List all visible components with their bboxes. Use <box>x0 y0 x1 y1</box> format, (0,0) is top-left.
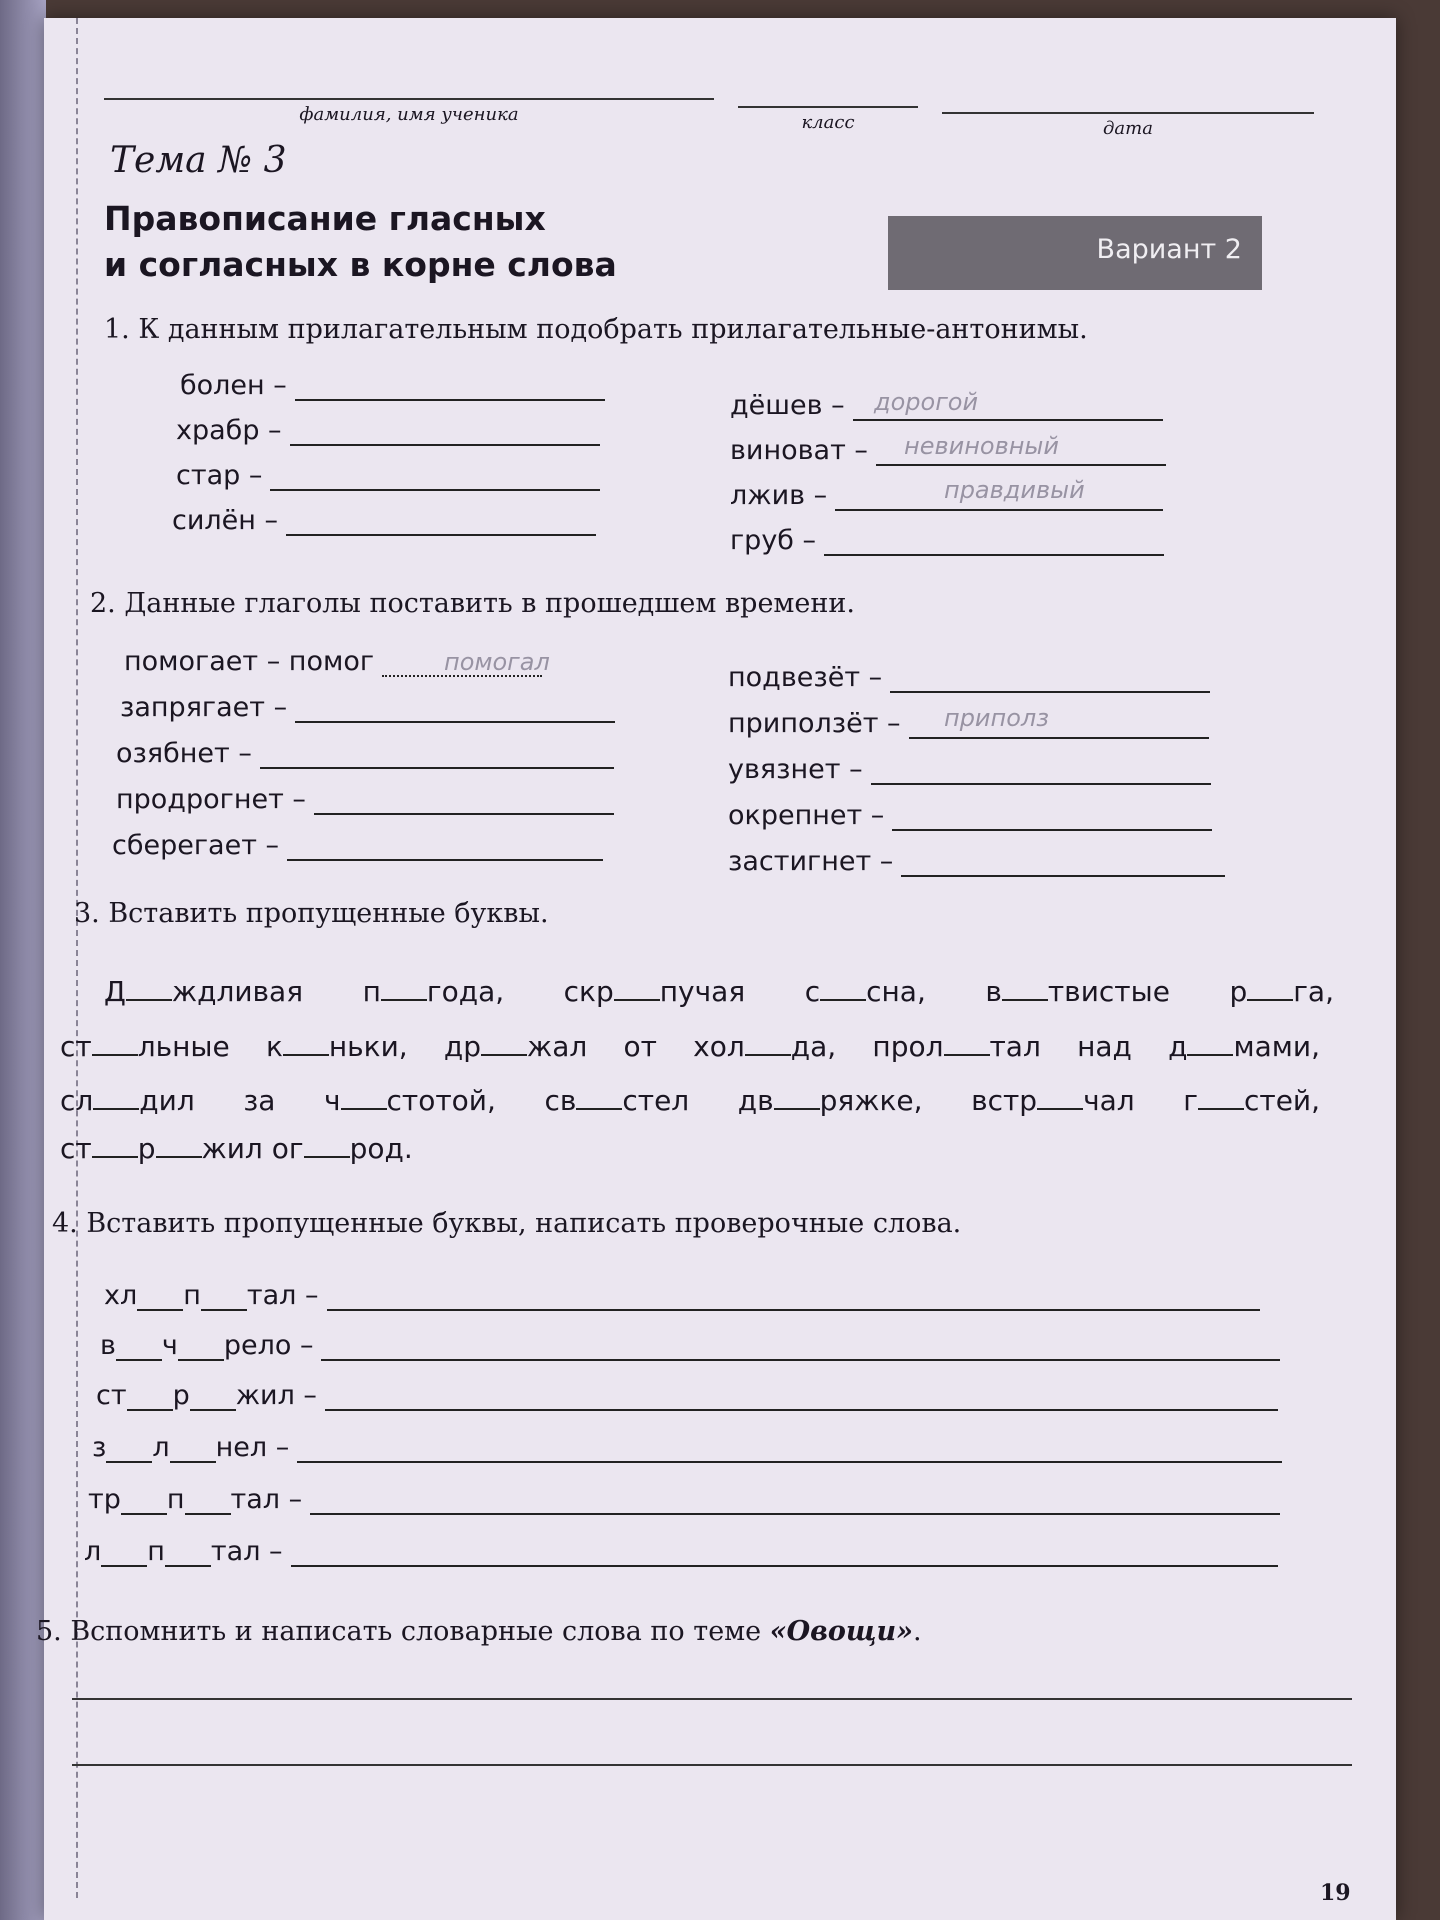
task1-heading: 1. К данным прилагательным подобрать прилагательные-антонимы. <box>104 314 1088 345</box>
answer-line[interactable] <box>314 785 614 815</box>
handwritten-answer: невиновный <box>904 432 1059 460</box>
task3-line: ст льные к ньки, др жал от хол да, прол тал над д мами, <box>60 1030 1320 1063</box>
letter-gap[interactable] <box>304 1130 350 1158</box>
letter-gap[interactable] <box>170 1435 216 1463</box>
letter-gap[interactable] <box>92 1130 138 1158</box>
letter-gap[interactable] <box>774 1082 820 1110</box>
letter-gap[interactable] <box>93 1082 139 1110</box>
class-field[interactable]: класс <box>738 106 918 133</box>
task2-item: увязнет – <box>728 754 1211 785</box>
answer-line[interactable] <box>291 1537 1278 1567</box>
letter-gap[interactable] <box>283 1028 329 1056</box>
letter-gap[interactable] <box>121 1487 167 1515</box>
letter-gap[interactable] <box>1002 973 1048 1001</box>
answer-line[interactable] <box>871 755 1211 785</box>
task3-line: сл дил за ч стотой, св стел дв ряжке, встр чал г стей, <box>60 1084 1321 1117</box>
letter-gap[interactable] <box>126 973 172 1001</box>
page-number: 19 <box>1320 1880 1351 1906</box>
task1-item: груб – <box>730 525 1164 556</box>
task4-item: хл п тал – <box>104 1280 1260 1311</box>
answer-line[interactable] <box>824 526 1164 556</box>
answer-line[interactable] <box>321 1331 1280 1361</box>
worksheet-page <box>36 18 1396 1920</box>
letter-gap[interactable] <box>381 973 427 1001</box>
title-line-2: и согласных в корне слова <box>104 245 617 284</box>
answer-line[interactable] <box>295 371 605 401</box>
letter-gap[interactable] <box>820 973 866 1001</box>
letter-gap[interactable] <box>106 1435 152 1463</box>
letter-gap[interactable] <box>745 1028 791 1056</box>
task4-item: ст р жил – <box>96 1380 1278 1411</box>
task1-item: храбр – <box>176 415 600 446</box>
letter-gap[interactable] <box>1247 973 1293 1001</box>
task2-heading: 2. Данные глаголы поставить в прошедшем времени. <box>90 588 855 619</box>
date-field[interactable]: дата <box>942 112 1314 139</box>
task2-item: окрепнет – <box>728 800 1212 831</box>
answer-line[interactable] <box>890 663 1210 693</box>
task1-item: лжив – <box>730 480 1163 511</box>
letter-gap[interactable] <box>178 1333 224 1361</box>
answer-line[interactable] <box>286 506 596 536</box>
task3-line: ст р жил ог род. <box>60 1132 413 1165</box>
answer-line[interactable] <box>310 1485 1280 1515</box>
task2-item: озябнет – <box>116 738 614 769</box>
task1-item: болен – <box>180 370 605 401</box>
letter-gap[interactable] <box>944 1028 990 1056</box>
task4-item: тр п тал – <box>88 1484 1280 1515</box>
handwritten-answer: помогал <box>444 648 550 676</box>
letter-gap[interactable] <box>190 1383 236 1411</box>
letter-gap[interactable] <box>137 1283 183 1311</box>
letter-gap[interactable] <box>576 1082 622 1110</box>
answer-line[interactable] <box>270 461 600 491</box>
task2-item: приползёт – <box>728 708 1209 739</box>
task1-item: дёшев – <box>730 390 1163 421</box>
letter-gap[interactable] <box>341 1082 387 1110</box>
answer-line[interactable] <box>295 693 615 723</box>
letter-gap[interactable] <box>92 1028 138 1056</box>
letter-gap[interactable] <box>481 1028 527 1056</box>
letter-gap[interactable] <box>116 1333 162 1361</box>
variant-badge: Вариант 2 <box>888 216 1262 290</box>
letter-gap[interactable] <box>165 1539 211 1567</box>
task5-heading: 5. Вспомнить и написать словарные слова по теме «Овощи». <box>36 1616 922 1647</box>
student-name-field[interactable]: фамилия, имя ученика <box>104 98 714 125</box>
answer-line[interactable] <box>892 801 1212 831</box>
task4-heading: 4. Вставить пропущенные буквы, написать проверочные слова. <box>52 1208 962 1239</box>
letter-gap[interactable] <box>185 1487 231 1515</box>
letter-gap[interactable] <box>127 1383 173 1411</box>
answer-line[interactable] <box>72 1764 1352 1766</box>
topic-label: Тема № 3 <box>110 140 287 181</box>
answer-line[interactable] <box>901 847 1225 877</box>
answer-line[interactable] <box>325 1381 1278 1411</box>
answer-line[interactable] <box>297 1433 1282 1463</box>
letter-gap[interactable] <box>1187 1028 1233 1056</box>
task2-item: застигнет – <box>728 846 1225 877</box>
task2-item: подвезёт – <box>728 662 1210 693</box>
task2-item: сберегает – <box>112 830 603 861</box>
handwritten-answer: дорогой <box>874 388 979 416</box>
answer-line[interactable] <box>327 1281 1260 1311</box>
page-title <box>104 196 617 288</box>
letter-gap[interactable] <box>614 973 660 1001</box>
task1-item: силён – <box>172 505 596 536</box>
task4-item: в ч рело – <box>100 1330 1280 1361</box>
answer-line[interactable] <box>72 1698 1352 1700</box>
letter-gap[interactable] <box>201 1283 247 1311</box>
letter-gap[interactable] <box>1198 1082 1244 1110</box>
task4-item: з л нел – <box>92 1432 1282 1463</box>
task3-heading: 3. Вставить пропущенные буквы. <box>74 898 549 929</box>
task3-line: Д ждливая п года, скр пучая с сна, в твистые р га, <box>104 975 1334 1008</box>
task2-item: продрогнет – <box>116 784 614 815</box>
answer-line[interactable] <box>290 416 600 446</box>
title-line-1: Правописание гласных <box>104 199 546 238</box>
task2-item: запрягает – <box>120 692 615 723</box>
task5-topic: «Овощи» <box>769 1616 914 1647</box>
task4-item: л п тал – <box>84 1536 1278 1567</box>
task1-item: виноват – <box>730 435 1166 466</box>
letter-gap[interactable] <box>156 1130 202 1158</box>
task1-item: стар – <box>176 460 600 491</box>
student-info-header <box>104 76 1314 146</box>
handwritten-answer: приполз <box>944 704 1049 732</box>
handwritten-answer: правдивый <box>944 476 1085 504</box>
letter-gap[interactable] <box>1037 1082 1083 1110</box>
task2-item: помогает – помог <box>124 646 542 677</box>
answer-line[interactable] <box>260 739 614 769</box>
answer-line[interactable] <box>287 831 603 861</box>
letter-gap[interactable] <box>101 1539 147 1567</box>
